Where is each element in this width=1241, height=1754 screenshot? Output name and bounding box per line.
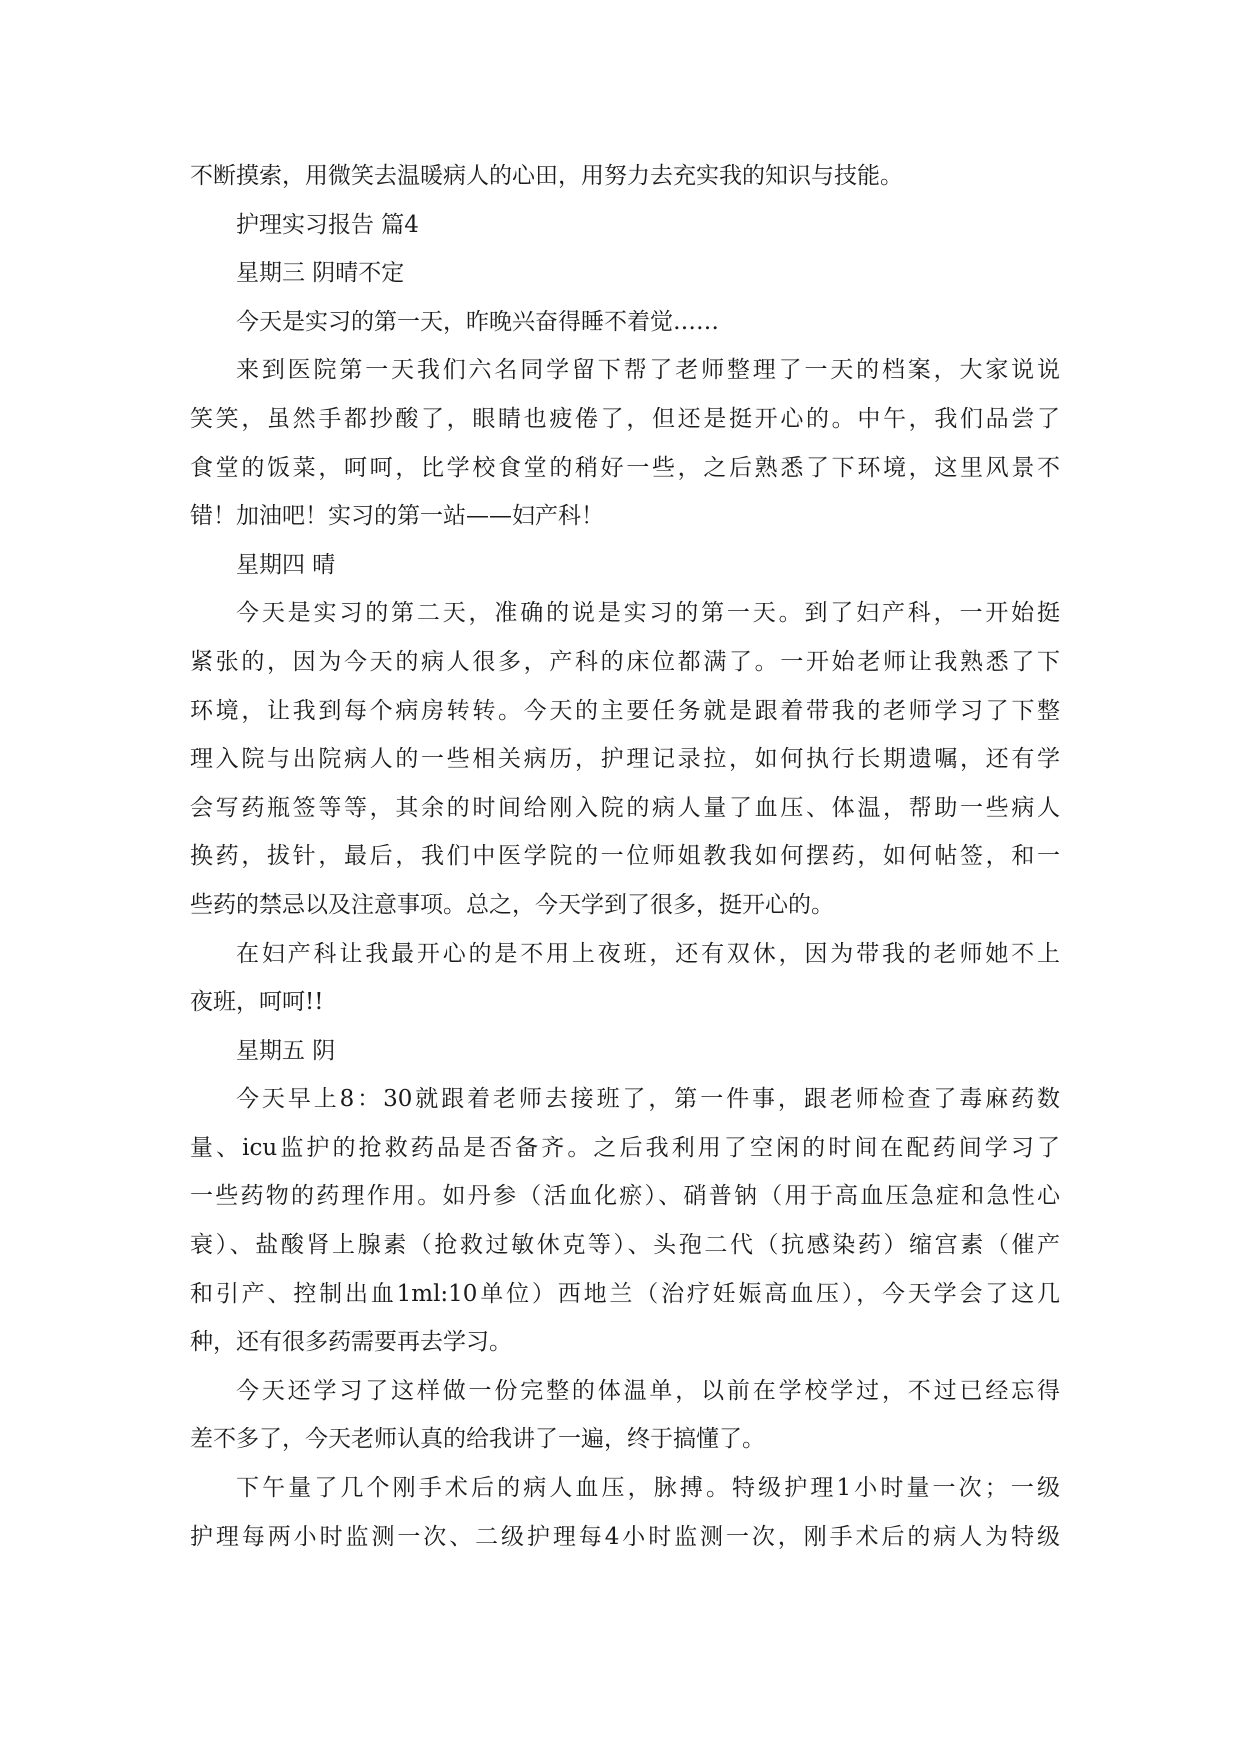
diary-date-heading: 星期五 阴 [236, 1037, 336, 1064]
paragraph-line: 紧张的，因为今天的病人很多，产科的床位都满了。一开始老师让我熟悉了下 [190, 648, 1060, 675]
paragraph-line: 来到医院第一天我们六名同学留下帮了老师整理了一天的档案，大家说说 [236, 357, 1060, 384]
section-heading: 护理实习报告 篇4 [236, 211, 419, 238]
document-body [190, 152, 1060, 1561]
paragraph-line: 下午量了几个刚手术后的病人血压，脉搏。特级护理1小时量一次；一级 [236, 1475, 1060, 1502]
paragraph-line: 些药的禁忌以及注意事项。总之，今天学到了很多，挺开心的。 [190, 891, 834, 918]
paragraph-line: 换药，拔针，最后，我们中医学院的一位师姐教我如何摆药，如何帖签，和一 [190, 843, 1060, 870]
paragraph-line: 护理每两小时监测一次、二级护理每4小时监测一次，刚手术后的病人为特级 [190, 1523, 1060, 1550]
paragraph-line: 衰）、盐酸肾上腺素（抢救过敏休克等）、头孢二代（抗感染药）缩宫素（催产 [190, 1232, 1060, 1259]
diary-date-heading: 星期四 晴 [236, 551, 336, 578]
paragraph-line: 量、icu监护的抢救药品是否备齐。之后我利用了空闲的时间在配药间学习了 [190, 1134, 1060, 1161]
paragraph-line: 今天是实习的第一天，昨晚兴奋得睡不着觉…… [236, 308, 719, 335]
paragraph-line: 环境，让我到每个病房转转。今天的主要任务就是跟着带我的老师学习了下整 [190, 697, 1060, 724]
paragraph-line: 种，还有很多药需要再去学习。 [190, 1329, 512, 1356]
paragraph-line: 会写药瓶签等等，其余的时间给刚入院的病人量了血压、体温，帮助一些病人 [190, 794, 1060, 821]
paragraph-line: 不断摸索，用微笑去温暖病人的心田，用努力去充实我的知识与技能。 [190, 163, 903, 189]
paragraph-line: 一些药物的药理作用。如丹参（活血化瘀）、硝普钠（用于高血压急症和急性心 [190, 1183, 1060, 1210]
paragraph-line: 夜班，呵呵!! [190, 989, 324, 1016]
paragraph-line: 笑笑，虽然手都抄酸了，眼睛也疲倦了，但还是挺开心的。中午，我们品尝了 [190, 405, 1060, 432]
paragraph-line: 食堂的饭菜，呵呵，比学校食堂的稍好一些，之后熟悉了下环境，这里风景不 [190, 454, 1060, 481]
diary-date-heading: 星期三 阴晴不定 [236, 260, 405, 287]
paragraph-line: 和引产、控制出血1ml:10单位）西地兰（治疗妊娠高血压），今天学会了这几 [190, 1280, 1060, 1307]
paragraph-line: 理入院与出院病人的一些相关病历，护理记录拉，如何执行长期遗嘱，还有学 [190, 746, 1060, 773]
paragraph-line: 今天是实习的第二天，准确的说是实习的第一天。到了妇产科，一开始挺 [236, 600, 1060, 627]
paragraph-line: 在妇产科让我最开心的是不用上夜班，还有双休，因为带我的老师她不上 [236, 940, 1060, 967]
paragraph-line: 今天还学习了这样做一份完整的体温单，以前在学校学过，不过已经忘得 [236, 1377, 1060, 1404]
paragraph-line: 今天早上8：30就跟着老师去接班了，第一件事，跟老师检查了毒麻药数 [236, 1086, 1060, 1113]
paragraph-line: 差不多了，今天老师认真的给我讲了一遍，终于搞懂了。 [190, 1426, 765, 1453]
paragraph-line: 错！加油吧！实习的第一站——妇产科！ [190, 503, 604, 530]
